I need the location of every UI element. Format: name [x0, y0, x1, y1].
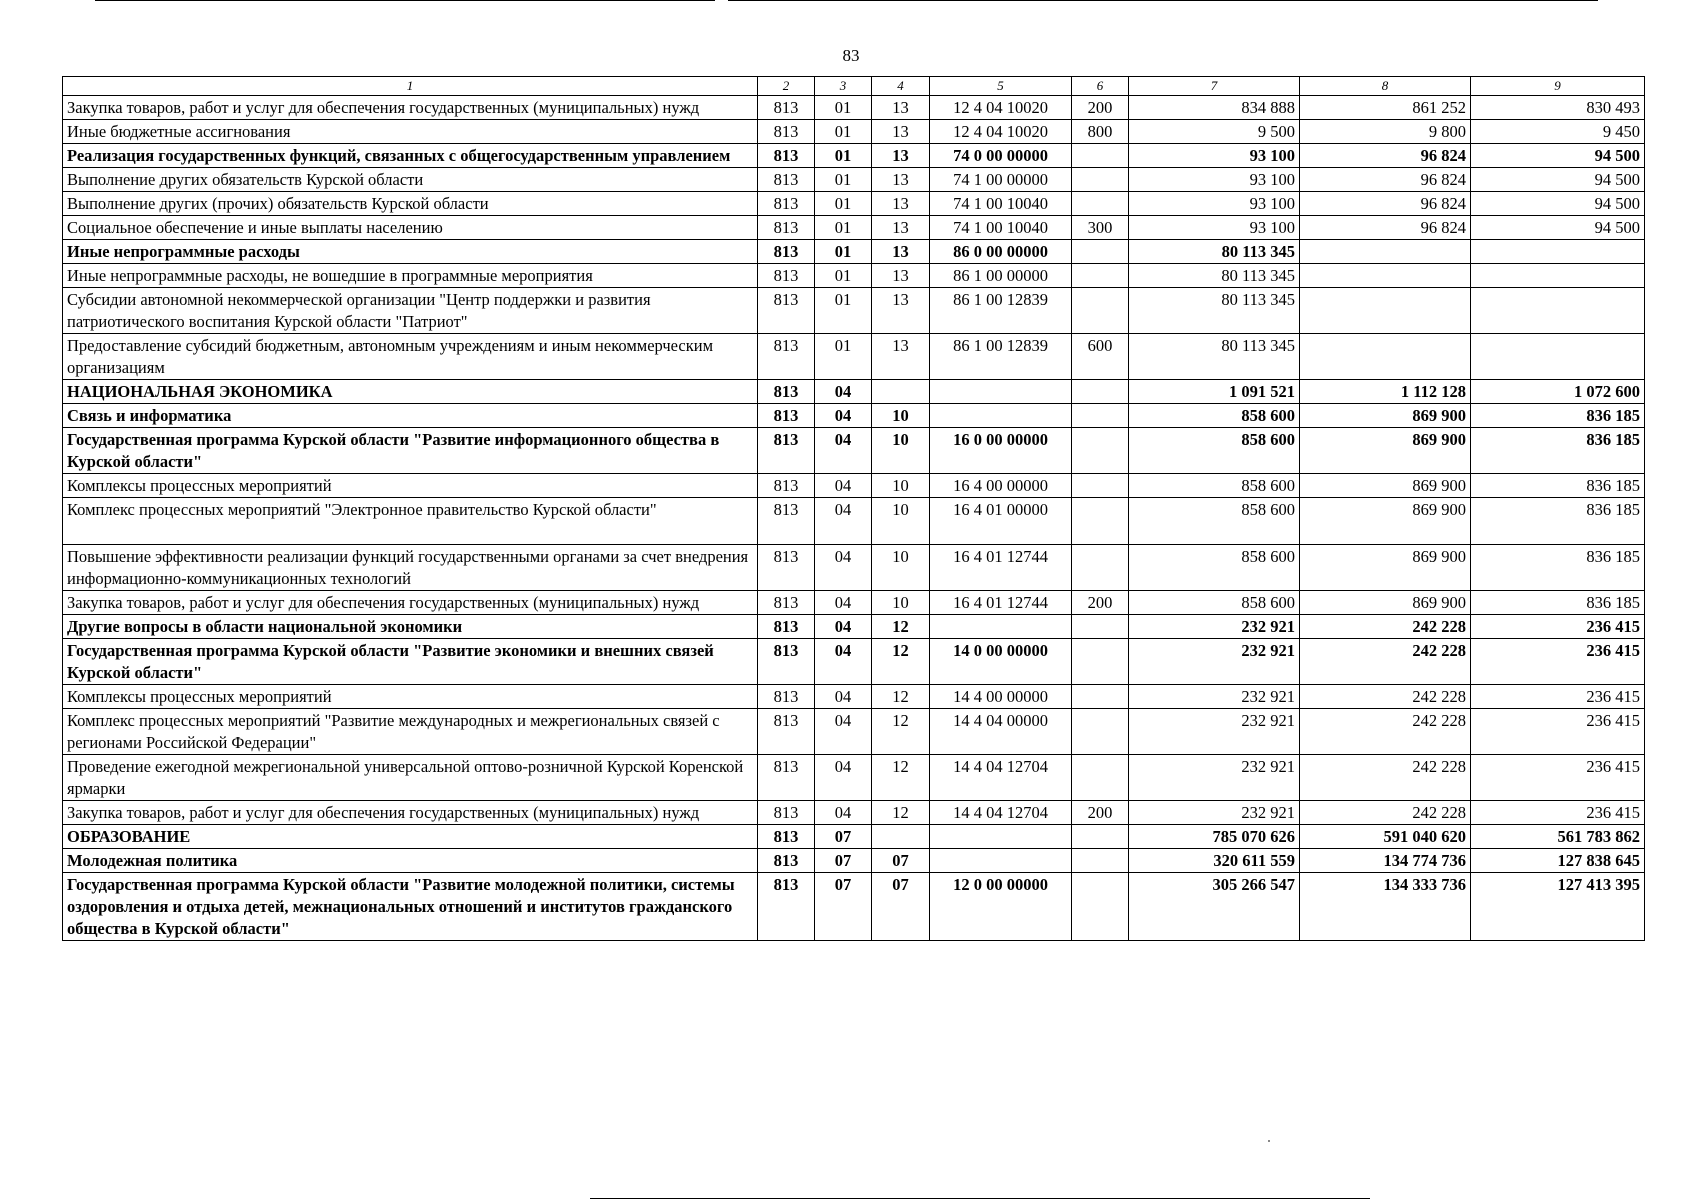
expense-name-cell: Предоставление субсидий бюджетным, автономным учреждениям и иным некоммерческим организациям	[63, 334, 758, 380]
amount-year-1-cell: 93 100	[1129, 168, 1300, 192]
ministry-code-cell: 813	[758, 474, 815, 498]
table-row	[63, 591, 1645, 615]
amount-year-3-cell	[1471, 264, 1645, 288]
column-number: 9	[1471, 77, 1645, 96]
table-row	[63, 404, 1645, 428]
amount-year-2-cell: 96 824	[1300, 216, 1471, 240]
expense-type-code-cell	[1072, 709, 1129, 755]
subsection-code-cell: 10	[872, 474, 930, 498]
amount-year-2-cell: 9 800	[1300, 120, 1471, 144]
amount-year-1-cell: 80 113 345	[1129, 240, 1300, 264]
expense-type-code-cell	[1072, 144, 1129, 168]
expense-name-cell: Реализация государственных функций, связанных с общегосударственным управлением	[63, 144, 758, 168]
ministry-code-cell: 813	[758, 849, 815, 873]
subsection-code-cell	[872, 380, 930, 404]
expense-name-cell: Закупка товаров, работ и услуг для обеспечения государственных (муниципальных) нужд	[63, 591, 758, 615]
expense-type-code-cell	[1072, 428, 1129, 474]
subsection-code-cell: 12	[872, 615, 930, 639]
target-article-code-cell: 74 0 00 00000	[930, 144, 1072, 168]
expense-type-code-cell: 200	[1072, 96, 1129, 120]
amount-year-1-cell: 9 500	[1129, 120, 1300, 144]
section-code-cell: 04	[815, 615, 872, 639]
expense-name-cell: Закупка товаров, работ и услуг для обеспечения государственных (муниципальных) нужд	[63, 96, 758, 120]
amount-year-2-cell	[1300, 288, 1471, 334]
ministry-code-cell: 813	[758, 192, 815, 216]
target-article-code-cell	[930, 380, 1072, 404]
table-row	[63, 685, 1645, 709]
section-code-cell: 01	[815, 264, 872, 288]
target-article-code-cell: 12 4 04 10020	[930, 120, 1072, 144]
amount-year-3-cell: 94 500	[1471, 192, 1645, 216]
expense-name-cell: Молодежная политика	[63, 849, 758, 873]
section-code-cell: 01	[815, 96, 872, 120]
amount-year-2-cell: 242 228	[1300, 639, 1471, 685]
amount-year-3-cell: 127 838 645	[1471, 849, 1645, 873]
table-row	[63, 709, 1645, 755]
ministry-code-cell: 813	[758, 288, 815, 334]
subsection-code-cell: 13	[872, 264, 930, 288]
subsection-code-cell: 13	[872, 240, 930, 264]
amount-year-3-cell: 236 415	[1471, 755, 1645, 801]
table-row	[63, 216, 1645, 240]
column-number-row	[63, 77, 1645, 96]
table-row	[63, 192, 1645, 216]
table-row	[63, 498, 1645, 545]
subsection-code-cell: 07	[872, 873, 930, 941]
subsection-code-cell: 12	[872, 755, 930, 801]
amount-year-2-cell: 242 228	[1300, 755, 1471, 801]
amount-year-3-cell: 236 415	[1471, 639, 1645, 685]
section-code-cell: 04	[815, 801, 872, 825]
section-code-cell: 04	[815, 591, 872, 615]
ministry-code-cell: 813	[758, 144, 815, 168]
amount-year-2-cell: 1 112 128	[1300, 380, 1471, 404]
expense-type-code-cell	[1072, 474, 1129, 498]
target-article-code-cell	[930, 825, 1072, 849]
expense-type-code-cell	[1072, 264, 1129, 288]
scan-edge-line-top	[95, 0, 715, 1]
column-number: 6	[1072, 77, 1129, 96]
amount-year-1-cell: 1 091 521	[1129, 380, 1300, 404]
amount-year-2-cell: 242 228	[1300, 685, 1471, 709]
table-row	[63, 639, 1645, 685]
ministry-code-cell: 813	[758, 591, 815, 615]
expense-name-cell: Субсидии автономной некоммерческой организации "Центр поддержки и развития патриотического воспитания Курской области "Патриот"	[63, 288, 758, 334]
table-row	[63, 873, 1645, 941]
table-row	[63, 615, 1645, 639]
section-code-cell: 04	[815, 428, 872, 474]
amount-year-1-cell: 93 100	[1129, 216, 1300, 240]
expense-type-code-cell	[1072, 685, 1129, 709]
amount-year-2-cell: 869 900	[1300, 498, 1471, 545]
target-article-code-cell	[930, 404, 1072, 428]
target-article-code-cell: 12 0 00 00000	[930, 873, 1072, 941]
column-number: 5	[930, 77, 1072, 96]
ministry-code-cell: 813	[758, 240, 815, 264]
expense-type-code-cell: 600	[1072, 334, 1129, 380]
expense-type-code-cell	[1072, 404, 1129, 428]
page-number: 83	[842, 46, 860, 65]
amount-year-1-cell: 232 921	[1129, 615, 1300, 639]
expense-type-code-cell	[1072, 288, 1129, 334]
target-article-code-cell	[930, 849, 1072, 873]
target-article-code-cell: 86 0 00 00000	[930, 240, 1072, 264]
amount-year-3-cell: 836 185	[1471, 591, 1645, 615]
target-article-code-cell: 86 1 00 12839	[930, 334, 1072, 380]
ministry-code-cell: 813	[758, 498, 815, 545]
expense-name-cell: Связь и информатика	[63, 404, 758, 428]
table-row	[63, 144, 1645, 168]
section-code-cell: 01	[815, 334, 872, 380]
target-article-code-cell: 12 4 04 10020	[930, 96, 1072, 120]
subsection-code-cell: 12	[872, 685, 930, 709]
amount-year-2-cell: 96 824	[1300, 168, 1471, 192]
target-article-code-cell: 14 4 04 00000	[930, 709, 1072, 755]
table-row	[63, 849, 1645, 873]
ministry-code-cell: 813	[758, 96, 815, 120]
section-code-cell: 04	[815, 404, 872, 428]
ministry-code-cell: 813	[758, 428, 815, 474]
amount-year-3-cell: 236 415	[1471, 801, 1645, 825]
table-row	[63, 240, 1645, 264]
column-number: 8	[1300, 77, 1471, 96]
amount-year-1-cell: 858 600	[1129, 404, 1300, 428]
subsection-code-cell: 13	[872, 96, 930, 120]
scan-edge-line-bottom	[590, 1198, 1370, 1199]
amount-year-2-cell	[1300, 240, 1471, 264]
section-code-cell: 01	[815, 216, 872, 240]
amount-year-1-cell: 232 921	[1129, 755, 1300, 801]
amount-year-1-cell: 785 070 626	[1129, 825, 1300, 849]
amount-year-3-cell: 236 415	[1471, 709, 1645, 755]
amount-year-2-cell: 869 900	[1300, 428, 1471, 474]
target-article-code-cell: 74 1 00 10040	[930, 216, 1072, 240]
ministry-code-cell: 813	[758, 755, 815, 801]
table-row	[63, 288, 1645, 334]
amount-year-3-cell: 836 185	[1471, 428, 1645, 474]
expense-type-code-cell	[1072, 615, 1129, 639]
table-row	[63, 96, 1645, 120]
expense-type-code-cell	[1072, 545, 1129, 591]
subsection-code-cell: 10	[872, 591, 930, 615]
subsection-code-cell: 13	[872, 216, 930, 240]
column-number: 7	[1129, 77, 1300, 96]
section-code-cell: 07	[815, 873, 872, 941]
ministry-code-cell: 813	[758, 615, 815, 639]
amount-year-2-cell: 134 333 736	[1300, 873, 1471, 941]
table-row	[63, 755, 1645, 801]
target-article-code-cell: 16 4 01 12744	[930, 591, 1072, 615]
amount-year-2-cell: 591 040 620	[1300, 825, 1471, 849]
target-article-code-cell	[930, 615, 1072, 639]
scan-speck	[1268, 1140, 1270, 1142]
subsection-code-cell: 13	[872, 192, 930, 216]
expense-name-cell: Проведение ежегодной межрегиональной универсальной оптово-розничной Курской Коренской ярмарки	[63, 755, 758, 801]
table-row	[63, 801, 1645, 825]
column-number: 2	[758, 77, 815, 96]
amount-year-3-cell: 836 185	[1471, 545, 1645, 591]
subsection-code-cell: 13	[872, 144, 930, 168]
section-code-cell: 01	[815, 144, 872, 168]
amount-year-3-cell: 836 185	[1471, 474, 1645, 498]
expense-type-code-cell	[1072, 192, 1129, 216]
subsection-code-cell: 12	[872, 639, 930, 685]
target-article-code-cell: 86 1 00 12839	[930, 288, 1072, 334]
amount-year-1-cell: 834 888	[1129, 96, 1300, 120]
expense-name-cell: Комплекс процессных мероприятий "Развитие международных и межрегиональных связей с регионами Российской Федерации"	[63, 709, 758, 755]
section-code-cell: 04	[815, 685, 872, 709]
subsection-code-cell: 07	[872, 849, 930, 873]
section-code-cell: 01	[815, 168, 872, 192]
amount-year-3-cell	[1471, 334, 1645, 380]
amount-year-3-cell: 94 500	[1471, 216, 1645, 240]
amount-year-3-cell	[1471, 288, 1645, 334]
target-article-code-cell: 14 0 00 00000	[930, 639, 1072, 685]
ministry-code-cell: 813	[758, 380, 815, 404]
amount-year-2-cell: 134 774 736	[1300, 849, 1471, 873]
ministry-code-cell: 813	[758, 264, 815, 288]
target-article-code-cell: 16 4 00 00000	[930, 474, 1072, 498]
amount-year-3-cell: 94 500	[1471, 168, 1645, 192]
ministry-code-cell: 813	[758, 334, 815, 380]
section-code-cell: 04	[815, 639, 872, 685]
expense-name-cell: Комплексы процессных мероприятий	[63, 474, 758, 498]
amount-year-3-cell: 9 450	[1471, 120, 1645, 144]
target-article-code-cell: 16 4 01 00000	[930, 498, 1072, 545]
amount-year-3-cell: 836 185	[1471, 404, 1645, 428]
amount-year-1-cell: 80 113 345	[1129, 334, 1300, 380]
table-row	[63, 474, 1645, 498]
section-code-cell: 04	[815, 709, 872, 755]
expense-name-cell: Иные непрограммные расходы, не вошедшие в программные мероприятия	[63, 264, 758, 288]
amount-year-3-cell: 1 072 600	[1471, 380, 1645, 404]
table-row	[63, 334, 1645, 380]
subsection-code-cell: 12	[872, 709, 930, 755]
expense-type-code-cell	[1072, 240, 1129, 264]
column-number: 4	[872, 77, 930, 96]
amount-year-2-cell: 96 824	[1300, 192, 1471, 216]
ministry-code-cell: 813	[758, 120, 815, 144]
expense-name-cell: Государственная программа Курской области "Развитие молодежной политики, системы оздоровления и отдыха детей, межнациональных отношений и институтов гражданского общества в Курской области"	[63, 873, 758, 941]
amount-year-1-cell: 858 600	[1129, 545, 1300, 591]
amount-year-2-cell	[1300, 264, 1471, 288]
section-code-cell: 01	[815, 192, 872, 216]
amount-year-2-cell: 869 900	[1300, 404, 1471, 428]
amount-year-1-cell: 232 921	[1129, 639, 1300, 685]
amount-year-1-cell: 232 921	[1129, 801, 1300, 825]
expense-name-cell: Иные бюджетные ассигнования	[63, 120, 758, 144]
target-article-code-cell: 14 4 00 00000	[930, 685, 1072, 709]
table-body	[63, 77, 1645, 941]
ministry-code-cell: 813	[758, 639, 815, 685]
amount-year-2-cell	[1300, 334, 1471, 380]
amount-year-2-cell: 242 228	[1300, 709, 1471, 755]
amount-year-3-cell: 94 500	[1471, 144, 1645, 168]
amount-year-1-cell: 858 600	[1129, 498, 1300, 545]
amount-year-1-cell: 232 921	[1129, 709, 1300, 755]
expense-type-code-cell: 300	[1072, 216, 1129, 240]
table-row	[63, 120, 1645, 144]
subsection-code-cell: 12	[872, 801, 930, 825]
table-row	[63, 264, 1645, 288]
expense-type-code-cell	[1072, 873, 1129, 941]
table-row	[63, 168, 1645, 192]
amount-year-1-cell: 80 113 345	[1129, 288, 1300, 334]
expense-type-code-cell	[1072, 825, 1129, 849]
expense-type-code-cell	[1072, 498, 1129, 545]
target-article-code-cell: 16 4 01 12744	[930, 545, 1072, 591]
target-article-code-cell: 16 0 00 00000	[930, 428, 1072, 474]
section-code-cell: 04	[815, 545, 872, 591]
section-code-cell: 07	[815, 825, 872, 849]
expense-type-code-cell: 200	[1072, 591, 1129, 615]
amount-year-2-cell: 869 900	[1300, 474, 1471, 498]
section-code-cell: 04	[815, 755, 872, 801]
expense-name-cell: Закупка товаров, работ и услуг для обеспечения государственных (муниципальных) нужд	[63, 801, 758, 825]
expense-name-cell: Выполнение других обязательств Курской области	[63, 168, 758, 192]
subsection-code-cell	[872, 825, 930, 849]
amount-year-2-cell: 242 228	[1300, 801, 1471, 825]
expense-name-cell: Повышение эффективности реализации функций государственными органами за счет внедрения информационно-коммуникационных технологий	[63, 545, 758, 591]
ministry-code-cell: 813	[758, 168, 815, 192]
amount-year-3-cell: 127 413 395	[1471, 873, 1645, 941]
amount-year-2-cell: 869 900	[1300, 545, 1471, 591]
ministry-code-cell: 813	[758, 685, 815, 709]
section-code-cell: 01	[815, 240, 872, 264]
table-row	[63, 380, 1645, 404]
subsection-code-cell: 13	[872, 168, 930, 192]
expense-name-cell: Государственная программа Курской области "Развитие информационного общества в Курской области"	[63, 428, 758, 474]
table-row	[63, 428, 1645, 474]
amount-year-1-cell: 305 266 547	[1129, 873, 1300, 941]
expense-name-cell: Выполнение других (прочих) обязательств Курской области	[63, 192, 758, 216]
target-article-code-cell: 14 4 04 12704	[930, 755, 1072, 801]
expense-type-code-cell: 200	[1072, 801, 1129, 825]
expense-type-code-cell	[1072, 168, 1129, 192]
subsection-code-cell: 10	[872, 545, 930, 591]
section-code-cell: 07	[815, 849, 872, 873]
amount-year-1-cell: 320 611 559	[1129, 849, 1300, 873]
subsection-code-cell: 13	[872, 334, 930, 380]
amount-year-3-cell: 830 493	[1471, 96, 1645, 120]
subsection-code-cell: 13	[872, 120, 930, 144]
amount-year-3-cell: 561 783 862	[1471, 825, 1645, 849]
target-article-code-cell: 14 4 04 12704	[930, 801, 1072, 825]
expense-name-cell: Социальное обеспечение и иные выплаты населению	[63, 216, 758, 240]
subsection-code-cell: 13	[872, 288, 930, 334]
amount-year-3-cell: 236 415	[1471, 615, 1645, 639]
amount-year-1-cell: 93 100	[1129, 192, 1300, 216]
ministry-code-cell: 813	[758, 709, 815, 755]
expense-type-code-cell	[1072, 849, 1129, 873]
expense-type-code-cell: 800	[1072, 120, 1129, 144]
table-row	[63, 545, 1645, 591]
column-number: 3	[815, 77, 872, 96]
expense-type-code-cell	[1072, 380, 1129, 404]
section-code-cell: 04	[815, 498, 872, 545]
expense-name-cell: Другие вопросы в области национальной экономики	[63, 615, 758, 639]
expense-name-cell: НАЦИОНАЛЬНАЯ ЭКОНОМИКА	[63, 380, 758, 404]
expense-name-cell: Комплексы процессных мероприятий	[63, 685, 758, 709]
subsection-code-cell: 10	[872, 404, 930, 428]
amount-year-1-cell: 232 921	[1129, 685, 1300, 709]
section-code-cell: 01	[815, 288, 872, 334]
target-article-code-cell: 86 1 00 00000	[930, 264, 1072, 288]
amount-year-1-cell: 858 600	[1129, 474, 1300, 498]
ministry-code-cell: 813	[758, 801, 815, 825]
amount-year-2-cell: 861 252	[1300, 96, 1471, 120]
expense-name-cell: ОБРАЗОВАНИЕ	[63, 825, 758, 849]
ministry-code-cell: 813	[758, 216, 815, 240]
ministry-code-cell: 813	[758, 545, 815, 591]
ministry-code-cell: 813	[758, 825, 815, 849]
amount-year-2-cell: 869 900	[1300, 591, 1471, 615]
expense-name-cell: Иные непрограммные расходы	[63, 240, 758, 264]
budget-table	[62, 76, 1645, 941]
amount-year-1-cell: 93 100	[1129, 144, 1300, 168]
amount-year-1-cell: 80 113 345	[1129, 264, 1300, 288]
amount-year-1-cell: 858 600	[1129, 591, 1300, 615]
scan-edge-line-top-right	[728, 0, 1598, 1]
amount-year-3-cell: 236 415	[1471, 685, 1645, 709]
amount-year-1-cell: 858 600	[1129, 428, 1300, 474]
expense-type-code-cell	[1072, 755, 1129, 801]
amount-year-3-cell	[1471, 240, 1645, 264]
expense-name-cell: Комплекс процессных мероприятий "Электронное правительство Курской области"	[63, 498, 758, 545]
expense-name-cell: Государственная программа Курской области "Развитие экономики и внешних связей Курской области"	[63, 639, 758, 685]
ministry-code-cell: 813	[758, 873, 815, 941]
expense-type-code-cell	[1072, 639, 1129, 685]
amount-year-2-cell: 96 824	[1300, 144, 1471, 168]
subsection-code-cell: 10	[872, 428, 930, 474]
target-article-code-cell: 74 1 00 10040	[930, 192, 1072, 216]
table-row	[63, 825, 1645, 849]
target-article-code-cell: 74 1 00 00000	[930, 168, 1072, 192]
amount-year-3-cell: 836 185	[1471, 498, 1645, 545]
section-code-cell: 04	[815, 474, 872, 498]
ministry-code-cell: 813	[758, 404, 815, 428]
amount-year-2-cell: 242 228	[1300, 615, 1471, 639]
column-number: 1	[63, 77, 758, 96]
section-code-cell: 01	[815, 120, 872, 144]
subsection-code-cell: 10	[872, 498, 930, 545]
section-code-cell: 04	[815, 380, 872, 404]
